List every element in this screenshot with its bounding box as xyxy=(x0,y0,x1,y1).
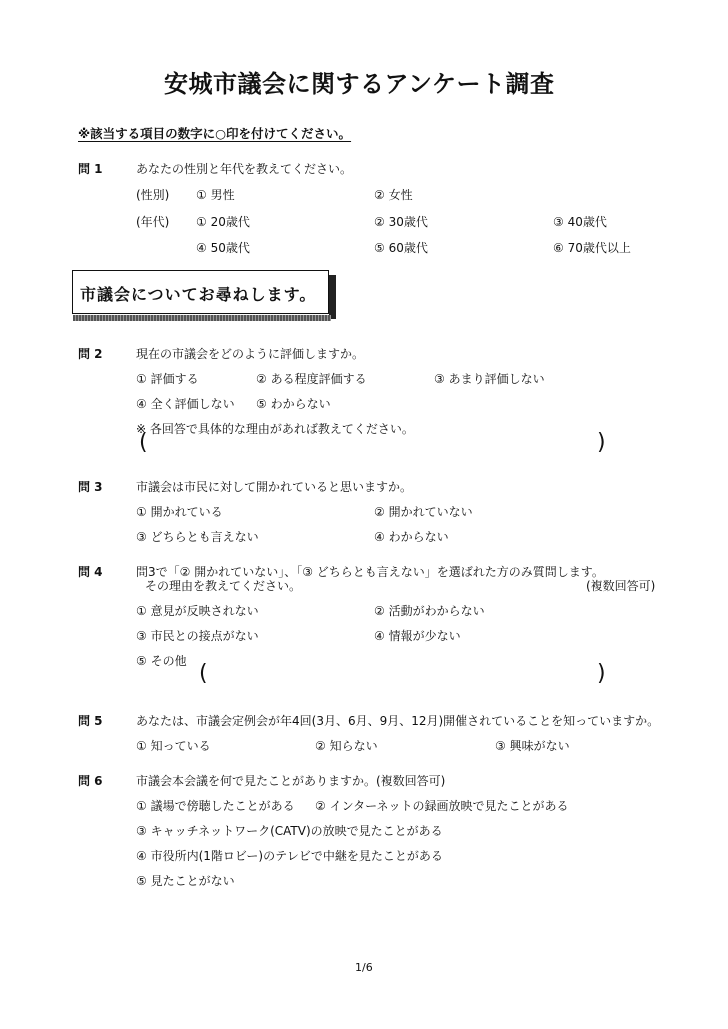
q3-option-1[interactable]: ① 開かれている xyxy=(136,505,223,519)
q2-label: 問 2 xyxy=(78,347,103,361)
q5-label: 問 5 xyxy=(78,714,103,728)
q4-label: 問 4 xyxy=(78,565,103,579)
q4-other-paren-close: ) xyxy=(597,661,606,686)
q3-label: 問 3 xyxy=(78,480,103,494)
q2-answer-paren-close: ) xyxy=(597,430,606,455)
q2-option-1[interactable]: ① 評価する xyxy=(136,372,199,386)
q6-option-1[interactable]: ① 議場で傍聴したことがある xyxy=(136,799,295,813)
q3-option-4[interactable]: ④ わからない xyxy=(374,530,449,544)
page-title: 安城市議会に関するアンケート調査 xyxy=(164,70,555,98)
q4-option-1[interactable]: ① 意見が反映されない xyxy=(136,604,259,618)
q2-note: ※ 各回答で具体的な理由があれば教えてください。 xyxy=(136,422,414,436)
q1-option-30s[interactable]: ② 30歳代 xyxy=(374,215,428,229)
box-shadow-right xyxy=(329,275,336,319)
q3-option-2[interactable]: ② 開かれていない xyxy=(374,505,473,519)
q3-option-3[interactable]: ③ どちらとも言えない xyxy=(136,530,259,544)
page-number: 1/6 xyxy=(355,961,373,974)
q6-option-2[interactable]: ② インターネットの録画放映で見たことがある xyxy=(315,799,569,813)
q1-option-50s[interactable]: ④ 50歳代 xyxy=(196,241,250,255)
q1-option-60s[interactable]: ⑤ 60歳代 xyxy=(374,241,428,255)
q1-option-70s-plus[interactable]: ⑥ 70歳代以上 xyxy=(553,241,631,255)
instruction-notice: ※該当する項目の数字に○印を付けてください。 xyxy=(78,126,352,141)
q4-other-paren-open: ( xyxy=(199,661,208,686)
q2-option-4[interactable]: ④ 全く評価しない xyxy=(136,397,235,411)
q4-question-line2: その理由を教えてください。 xyxy=(145,579,302,593)
q4-question-line1: 問3で「② 開かれていない」、「③ どちらとも言えない」を選ばれた方のみ質問します。 xyxy=(136,565,604,579)
q4-multi-answer-note: (複数回答可) xyxy=(586,579,656,593)
q4-option-4[interactable]: ④ 情報が少ない xyxy=(374,629,461,643)
q2-question: 現在の市議会をどのように評価しますか。 xyxy=(136,347,365,361)
q6-option-5[interactable]: ⑤ 見たことがない xyxy=(136,874,235,888)
q1-age-label: (年代) xyxy=(136,215,170,229)
q6-question: 市議会本会議を何で見たことがありますか。(複数回答可) xyxy=(136,774,446,788)
q1-question: あなたの性別と年代を教えてください。 xyxy=(136,162,353,176)
q2-option-5[interactable]: ⑤ わからない xyxy=(256,397,331,411)
q1-option-male[interactable]: ① 男性 xyxy=(196,188,235,202)
q2-answer-paren-open: ( xyxy=(139,430,148,455)
q4-option-3[interactable]: ③ 市民との接点がない xyxy=(136,629,259,643)
q5-option-3[interactable]: ③ 興味がない xyxy=(495,739,570,753)
q4-option-2[interactable]: ② 活動がわからない xyxy=(374,604,485,618)
box-shadow-bottom xyxy=(73,315,331,321)
q3-question: 市議会は市民に対して開かれていると思いますか。 xyxy=(136,480,413,494)
section-heading: 市議会についてお尋ねします。 xyxy=(80,285,317,304)
q5-option-2[interactable]: ② 知らない xyxy=(315,739,378,753)
q1-gender-label: (性別) xyxy=(136,188,170,202)
section-heading-box xyxy=(72,270,329,314)
q6-option-4[interactable]: ④ 市役所内(1階ロビー)のテレビで中継を見たことがある xyxy=(136,849,443,863)
q1-label: 問 1 xyxy=(78,162,103,176)
q5-question: あなたは、市議会定例会が年4回(3月、6月、9月、12月)開催されていることを知っていますか。 xyxy=(136,714,660,728)
q1-option-female[interactable]: ② 女性 xyxy=(374,188,413,202)
q5-option-1[interactable]: ① 知っている xyxy=(136,739,211,753)
q2-option-2[interactable]: ② ある程度評価する xyxy=(256,372,367,386)
q4-option-5[interactable]: ⑤ その他 xyxy=(136,654,187,668)
q6-label: 問 6 xyxy=(78,774,103,788)
q2-option-3[interactable]: ③ あまり評価しない xyxy=(434,372,545,386)
q1-option-40s[interactable]: ③ 40歳代 xyxy=(553,215,607,229)
q1-option-20s[interactable]: ① 20歳代 xyxy=(196,215,250,229)
q6-option-3[interactable]: ③ キャッチネットワーク(CATV)の放映で見たことがある xyxy=(136,824,443,838)
